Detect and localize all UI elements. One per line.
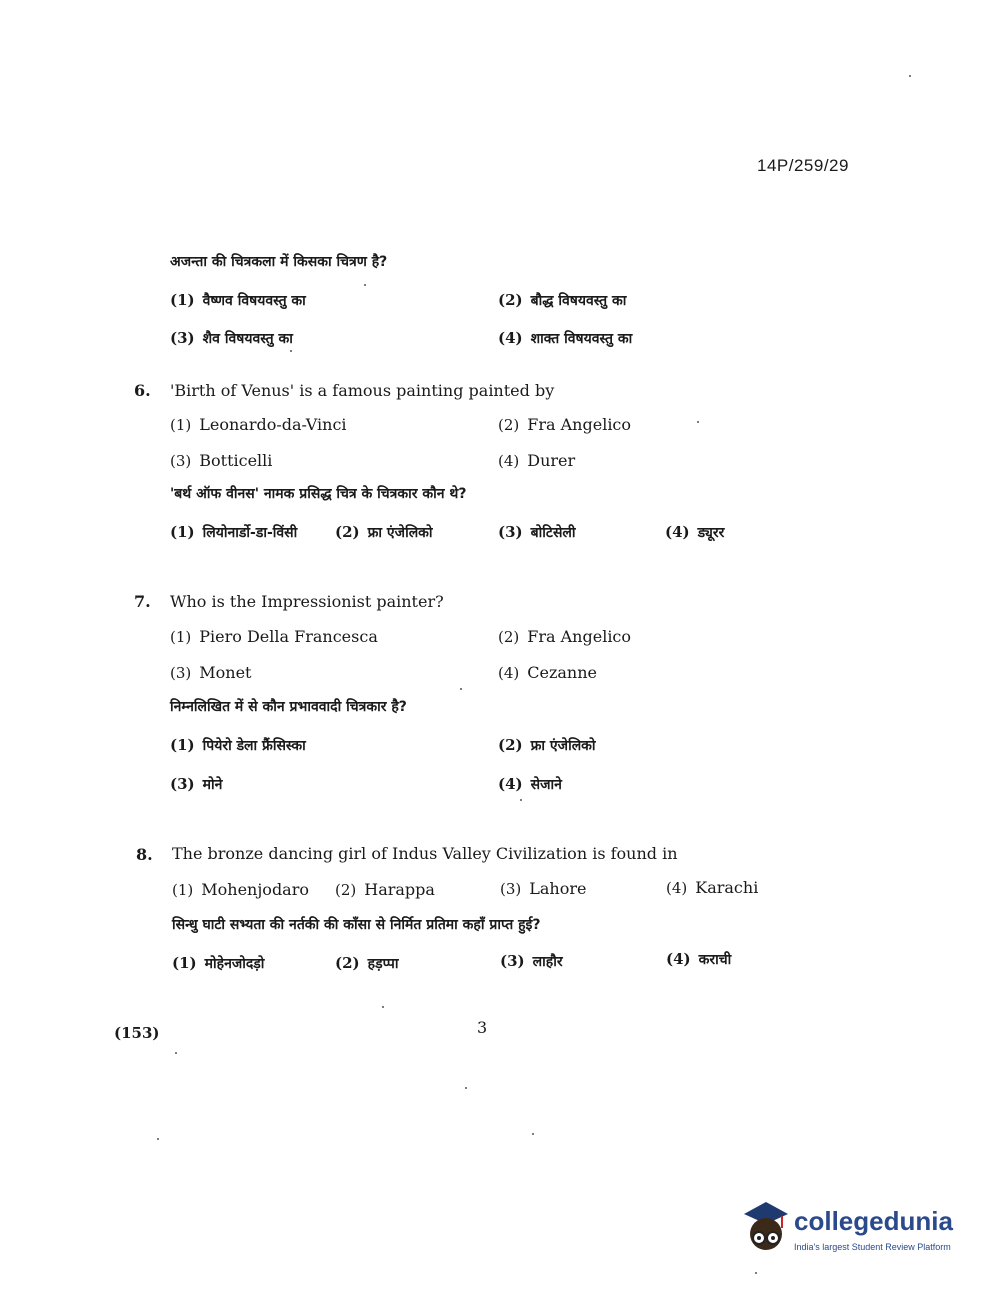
brand-name: collegedunia [794, 1206, 953, 1236]
q8-hindi-option-2: (2) हड़प्पा [335, 954, 399, 972]
question-8-english: The bronze dancing girl of Indus Valley Civilization is found in [172, 844, 678, 863]
q7-hindi-option-3: (3) मोने [170, 775, 223, 793]
q6-hindi-option-2: (2) फ्रा एंजेलिको [335, 523, 433, 541]
q7-hindi-option-4: (4) सेजाने [498, 775, 562, 793]
q7-hindi-option-1: (1) पियेरो डेला फ्रैंसिस्का [170, 736, 306, 754]
scan-speck [697, 421, 699, 423]
scan-speck [175, 1052, 177, 1054]
q7-option-2: (2) Fra Angelico [498, 627, 632, 646]
scan-speck [157, 1138, 159, 1140]
q6-option-3: (3) Botticelli [170, 451, 273, 470]
q8-option-1: (1) Mohenjodaro [172, 880, 309, 899]
q5-option-4: (4) शाक्त विषयवस्तु का [498, 329, 633, 347]
scan-speck [520, 799, 522, 801]
booklet-code: (153) [114, 1024, 160, 1042]
question-7-hindi: निम्नलिखित में से कौन प्रभाववादी चित्रकार है? [170, 699, 407, 715]
q8-option-4: (4) Karachi [666, 878, 759, 897]
q6-option-4: (4) Durer [498, 451, 576, 470]
q7-option-1: (1) Piero Della Francesca [170, 627, 378, 646]
paper-code: 14P/259/29 [757, 156, 849, 175]
q8-option-2: (2) Harappa [335, 880, 435, 899]
q8-hindi-option-1: (1) मोहेनजोदड़ो [172, 954, 265, 972]
question-7-english: Who is the Impressionist painter? [170, 592, 444, 611]
scan-speck [460, 688, 462, 690]
question-6-english: 'Birth of Venus' is a famous painting painted by [170, 381, 555, 400]
question-6-hindi: 'बर्थ ऑफ वीनस' नामक प्रसिद्ध चित्र के चित्रकार कौन थे? [170, 486, 467, 502]
q8-hindi-option-4: (4) कराची [666, 950, 732, 968]
q6-hindi-option-3: (3) बोटिसेली [498, 523, 576, 541]
scan-speck [532, 1133, 534, 1135]
question-6-number: 6. [134, 381, 151, 400]
scan-speck [755, 1272, 757, 1274]
scan-speck [465, 1087, 467, 1089]
brand-tagline: India's largest Student Review Platform [794, 1242, 951, 1252]
question-5-hindi: अजन्ता की चित्रकला में किसका चित्रण है? [170, 254, 388, 270]
scan-speck [382, 1006, 384, 1008]
q8-option-3: (3) Lahore [500, 879, 587, 898]
mascot-icon [736, 1196, 792, 1256]
q6-hindi-option-4: (4) ड्यूरर [665, 523, 725, 541]
q7-option-4: (4) Cezanne [498, 663, 598, 682]
q7-option-3: (3) Monet [170, 663, 252, 682]
q5-option-2: (2) बौद्ध विषयवस्तु का [498, 291, 627, 309]
question-8-number: 8. [136, 845, 153, 864]
page-number: 3 [477, 1018, 488, 1037]
q6-option-1: (1) Leonardo-da-Vinci [170, 415, 347, 434]
q5-option-1: (1) वैष्णव विषयवस्तु का [170, 291, 306, 309]
scan-speck [290, 350, 292, 352]
scan-speck [364, 284, 366, 286]
q6-option-2: (2) Fra Angelico [498, 415, 632, 434]
q5-option-3: (3) शैव विषयवस्तु का [170, 329, 293, 347]
collegedunia-watermark [736, 1196, 956, 1258]
q7-hindi-option-2: (2) फ्रा एंजेलिको [498, 736, 596, 754]
scan-speck [909, 75, 911, 77]
q8-hindi-option-3: (3) लाहौर [500, 952, 563, 970]
question-7-number: 7. [134, 592, 151, 611]
q6-hindi-option-1: (1) लियोनार्डो-डा-विंसी [170, 523, 298, 541]
question-8-hindi: सिन्धु घाटी सभ्यता की नर्तकी की काँसा से निर्मित प्रतिमा कहाँ प्राप्त हुई? [172, 917, 541, 933]
